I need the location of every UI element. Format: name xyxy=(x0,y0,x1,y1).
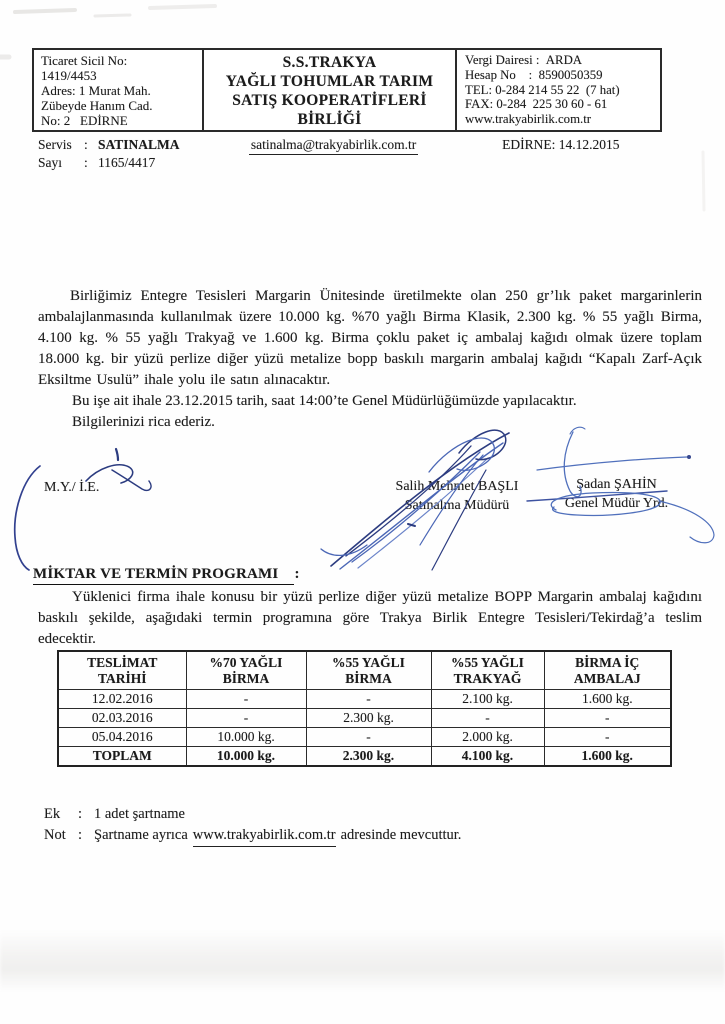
col-header-birma-55 xyxy=(306,651,431,690)
attachment-label: Ek xyxy=(44,806,61,822)
tax-line: Hesap No : 8590050359 xyxy=(465,67,603,82)
organization-line: S.S.TRAKYA xyxy=(282,54,377,71)
attachment-text: 1 adet şartname xyxy=(94,806,185,822)
letterhead-tax-cell xyxy=(457,50,660,130)
letterhead-box xyxy=(32,48,662,132)
table-row xyxy=(58,709,671,728)
tax-line: TEL: 0-284 214 55 22 (7 hat) xyxy=(465,82,620,97)
place-date: EDİRNE: 14.12.2015 xyxy=(502,137,620,152)
header-line: %70 YAĞLI xyxy=(209,655,283,670)
servis-label: Servis xyxy=(38,137,72,152)
header-line: TESLİMAT xyxy=(87,655,158,670)
signer-title: Genel Müdür Yrd. xyxy=(564,496,669,511)
letterhead-subrow xyxy=(32,136,662,172)
organization-line: SATIŞ KOOPERATİFLERİ xyxy=(232,92,427,109)
letterhead-organization-cell xyxy=(204,50,457,130)
cell-value: - xyxy=(186,690,306,709)
schedule-intro: Yüklenici firma ihale konusu bir yüzü perlize diğer yüzü metalize BOPP Margarin ambalaj kağıdını baskılı şekilde, aşağıdaki termin programına göre Trakya Birlik Entegre Tesisleri/Tekirdağ’a teslim edecektir. xyxy=(38,589,702,647)
letter-body xyxy=(38,286,702,433)
note-url: www.trakyabirlik.com.tr xyxy=(193,825,336,847)
cell-value: 2.100 kg. xyxy=(431,690,544,709)
signer-name: Şadan ŞAHİN xyxy=(576,477,657,492)
delivery-schedule-table xyxy=(57,650,672,767)
servis-value: SATINALMA xyxy=(98,137,180,152)
header-line: BİRMA xyxy=(345,671,392,686)
organization-line: YAĞLI TOHUMLAR TARIM xyxy=(225,73,434,90)
note-text xyxy=(94,825,461,847)
note-colon: : xyxy=(78,827,83,843)
header-line: TRAKYAĞ xyxy=(453,671,522,686)
sayi-value: 1165/4417 xyxy=(98,155,156,170)
note-label: Not xyxy=(44,827,66,843)
cell-date: 05.04.2016 xyxy=(58,728,186,747)
tax-website: www.trakyabirlik.com.tr xyxy=(465,112,592,127)
attachment-colon: : xyxy=(78,806,83,822)
registry-line: No: 2 EDİRNE xyxy=(41,112,128,128)
organization-line: BİRLİĞİ xyxy=(297,111,362,128)
col-header-birma-ic-ambalaj xyxy=(544,651,671,690)
header-line: %55 YAĞLI xyxy=(451,655,524,670)
servis-sayi-block xyxy=(32,136,207,172)
signature-block-purchasing-manager xyxy=(370,477,544,515)
sayi-colon: : xyxy=(84,155,88,170)
header-line: AMBALAJ xyxy=(573,671,641,686)
place-date-block xyxy=(460,136,662,172)
attachment-row xyxy=(44,804,461,825)
cell-value: - xyxy=(186,709,306,728)
servis-colon: : xyxy=(84,137,88,152)
header-line: BİRMA İÇ xyxy=(575,655,640,670)
left-paraph-signature xyxy=(15,449,151,570)
footer-notes xyxy=(44,804,461,847)
cell-date: 12.02.2016 xyxy=(58,690,186,709)
header-line: TARİHİ xyxy=(97,671,147,686)
table-total-row xyxy=(58,747,671,767)
col-header-birma-70 xyxy=(186,651,306,690)
tax-line: FAX: 0-284 225 30 60 - 61 xyxy=(465,97,608,112)
email-block xyxy=(207,136,459,172)
col-header-trakyag-55 xyxy=(431,651,544,690)
letterhead-registry-cell xyxy=(34,50,204,130)
note-suffix: adresinde mevcuttur. xyxy=(340,827,462,843)
registry-line: Zübeyde Hanım Cad. xyxy=(41,97,153,113)
sayi-label: Sayı xyxy=(38,155,63,170)
registry-line: Adres: 1 Murat Mah. xyxy=(41,82,151,98)
header-line: %55 YAĞLI xyxy=(332,655,405,670)
registry-line: 1419/4453 xyxy=(41,67,97,83)
schedule-heading xyxy=(33,566,300,585)
body-paragraph-tender-date: Bu işe ait ihale 23.12.2015 tarih, saat 14:00’te Genel Müdürlüğümüzde yapılacaktır. xyxy=(72,393,577,409)
note-row xyxy=(44,825,461,847)
cell-value: - xyxy=(431,709,544,728)
registry-line: Ticaret Sicil No: xyxy=(41,53,128,68)
signer-name: Salih Mehmet BAŞLI xyxy=(395,479,519,494)
table-header-row xyxy=(58,651,671,690)
note-prefix: Şartname ayrıca xyxy=(94,827,188,843)
body-paragraph-closing: Bilgilerinizi rica ederiz. xyxy=(72,414,215,430)
header-line: BİRMA xyxy=(222,671,270,686)
cell-value: 1.600 kg. xyxy=(544,690,671,709)
cell-value: - xyxy=(306,690,431,709)
table-row xyxy=(58,690,671,709)
cell-date: 02.03.2016 xyxy=(58,709,186,728)
cell-total-label: TOPLAM xyxy=(58,747,186,767)
tax-line: Vergi Dairesi : ARDA xyxy=(465,53,583,67)
cell-total-value: 1.600 kg. xyxy=(544,747,671,767)
col-header-delivery-date xyxy=(58,651,186,690)
table-row xyxy=(58,728,671,747)
cell-value: 10.000 kg. xyxy=(186,728,306,747)
email-address: satinalma@trakyabirlik.com.tr xyxy=(249,137,418,155)
cell-value: - xyxy=(544,709,671,728)
servis-row xyxy=(38,136,207,154)
cell-total-value: 4.100 kg. xyxy=(431,747,544,767)
signature-initials: M.Y./ İ.E. xyxy=(44,480,100,495)
body-paragraph-main: Birliğimiz Entegre Tesisleri Margarin Ünitesinde üretilmekte olan 250 gr’lık paket margarinlerin ambalajlanmasında kullanılmak üzere 10.000 kg. %70 yağlı Birma Klasik, 2.300 kg. % 55 yağlı Birma, 4.100 kg. % 55 yağlı Trakyağ ve 1.600 kg. Birma çoklu paket iç ambalaj kağıdı olmak üzere toplam 18.000 kg. bir yüzü perlize diğer yüzü metalize bopp baskılı margarin ambalaj kağıdı “Kapalı Zarf-Açık Eksiltme Usulü” ihale yolu ile satın alınacaktır. xyxy=(38,288,702,388)
cell-value: - xyxy=(544,728,671,747)
scan-shadow-band xyxy=(0,930,725,992)
cell-value: 2.300 kg. xyxy=(306,709,431,728)
cell-value: 2.000 kg. xyxy=(431,728,544,747)
cell-total-value: 2.300 kg. xyxy=(306,747,431,767)
sayi-row xyxy=(38,154,207,172)
cell-value: - xyxy=(306,728,431,747)
signer-title: Satınalma Müdürü xyxy=(404,498,510,513)
signature-block-deputy-gm xyxy=(544,475,689,513)
schedule-heading-colon: : xyxy=(294,566,300,582)
schedule-heading-text: MİKTAR VE TERMİN PROGRAMI xyxy=(33,566,294,585)
cell-total-value: 10.000 kg. xyxy=(186,747,306,767)
